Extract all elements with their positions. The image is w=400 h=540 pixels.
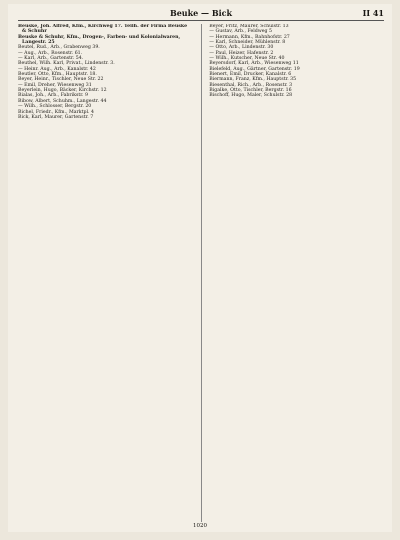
directory-entry: — Heinr. Aug., Arb., Kanalstr. 42 bbox=[18, 66, 96, 72]
page-header bbox=[18, 8, 384, 21]
directory-entry: — Hermann, Kfm., Bahnhofstr. 27 bbox=[209, 34, 290, 40]
footer-page-number: 1020 bbox=[193, 523, 207, 529]
directory-entry: — Karl, Arb., Gartenstr. 54. bbox=[18, 56, 84, 62]
page-footer bbox=[8, 523, 392, 529]
column-divider bbox=[201, 24, 202, 522]
directory-entry: Beutler, Otto, Kfm., Hauptstr. 18. bbox=[18, 72, 97, 78]
directory-entry: Beyerlein, Hugo, Bäcker, Kirchstr. 12 bbox=[18, 88, 107, 94]
directory-entry: Bielefeld, Aug., Gärtner, Gartenstr. 19 bbox=[209, 66, 300, 72]
directory-entry: Biesenthal, Rich., Arb., Rosenstr. 3 bbox=[209, 82, 293, 88]
directory-entry: Beyer, Fritz, Maurer, Schulstr. 13 bbox=[209, 24, 289, 29]
directory-entry: — Otto, Arb., Lindenstr. 30 bbox=[209, 45, 274, 51]
directory-entry: Biermann, Franz, Kfm., Hauptstr. 35 bbox=[209, 77, 297, 83]
directory-entry: — Emil, Dreher, Wiesenweg 31 bbox=[18, 82, 92, 88]
directory-entry: Bienert, Emil, Drucker, Kanalstr. 6 bbox=[209, 72, 292, 78]
columns bbox=[18, 24, 384, 522]
directory-entry: Bichel, Friedr., Kfm., Marktpl. 4 bbox=[18, 109, 94, 115]
directory-entry: Beuske & Schuhr, Kfm., Drogen-, Farben- und Kolonialwaren, Langestr. 25 bbox=[18, 34, 181, 46]
right-column bbox=[209, 24, 384, 522]
directory-entry: Bigalke, Otto, Tischler, Bergstr. 16 bbox=[209, 88, 292, 94]
directory-entry: Beyersdorf, Karl, Arb., Wiesenweg 11 bbox=[209, 61, 299, 67]
directory-entry: Bialas, Joh., Arb., Fabrikstr. 9 bbox=[18, 93, 88, 99]
header-title: Beuke — Bick bbox=[169, 8, 233, 18]
directory-entry: — Gustav, Arb., Feldweg 5 bbox=[209, 29, 273, 35]
directory-entry: Beyer, Heinr., Tischler, Neue Str. 22 bbox=[18, 77, 104, 83]
left-column bbox=[18, 24, 193, 522]
header-page-number: II 41 bbox=[362, 8, 384, 18]
directory-entry: — Wilh., Schlosser, Bergstr. 20 bbox=[18, 104, 92, 110]
directory-entry: — Paul, Heizer, Hafenstr. 2 bbox=[209, 50, 274, 56]
directory-entry: — Wilh., Kutscher, Neue Str. 40 bbox=[209, 56, 285, 62]
directory-page bbox=[8, 4, 392, 532]
directory-entry: Beuske, Joh. Alfred, Kfm., Kirchweg 17. Teilh. der Firma Beuske & Schuhr bbox=[18, 24, 188, 35]
directory-entry: Beutel, Rud., Arb., Grabenweg 39. bbox=[18, 45, 100, 51]
directory-entry: Bick, Karl, Maurer, Gartenstr. 7 bbox=[18, 114, 94, 120]
directory-entry: — Karl, Schneider, Mühlenstr. 8 bbox=[209, 40, 286, 46]
directory-entry: Bibow, Albert, Schuhm., Langestr. 44 bbox=[18, 98, 107, 104]
directory-entry: Beuthel, Wilh. Karl, Privat., Lindenstr. 3. bbox=[18, 61, 115, 67]
directory-entry: Bischoff, Hugo, Maler, Schulstr. 28 bbox=[209, 93, 293, 99]
directory-entry: — Aug., Arb., Rosenstr. 61. bbox=[18, 50, 83, 56]
